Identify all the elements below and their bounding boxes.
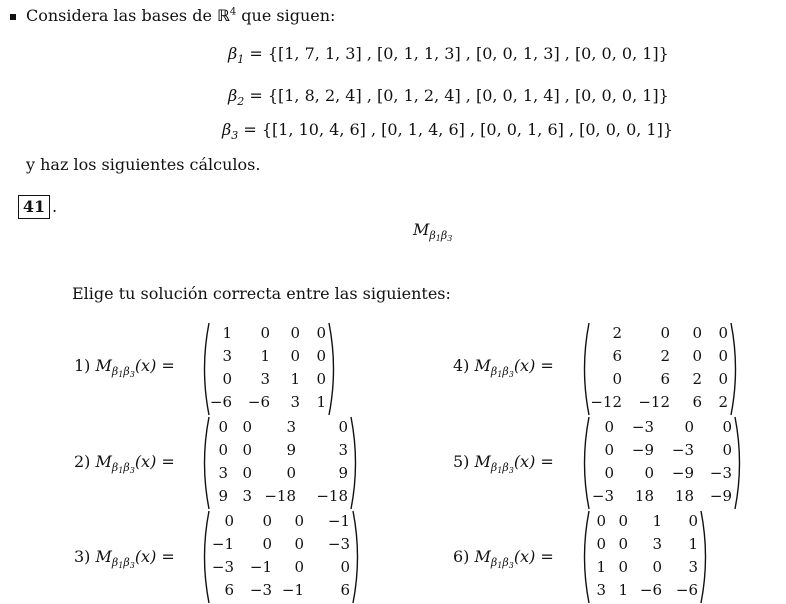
intro-space: ℝ bbox=[217, 6, 230, 25]
option-4-arg: (x) = bbox=[513, 356, 554, 375]
matrix-cell: 0 bbox=[286, 464, 296, 482]
option-4-number: 4) bbox=[453, 356, 470, 375]
target-sub-beta-a: β bbox=[429, 229, 436, 242]
matrix-cell: −3 bbox=[249, 581, 272, 599]
matrix-cell: 0 bbox=[294, 558, 304, 576]
basis-1 bbox=[228, 44, 669, 66]
basis-3-index: 3 bbox=[231, 129, 239, 142]
basis-1-name: β bbox=[228, 44, 238, 63]
matrix-cell: 0 bbox=[242, 464, 252, 482]
matrix-cell: 0 bbox=[652, 558, 662, 576]
matrix-cell: −6 bbox=[247, 393, 270, 411]
matrix-cell: 3 bbox=[688, 558, 698, 576]
problem-dot: . bbox=[52, 197, 58, 216]
matrix-cell: −1 bbox=[281, 581, 304, 599]
matrix-cell: 0 bbox=[644, 464, 654, 482]
bullet-icon bbox=[10, 14, 16, 20]
matrix-cell: 0 bbox=[618, 558, 628, 576]
matrix-cell: −9 bbox=[631, 441, 654, 459]
matrix-cell: 9 bbox=[218, 487, 228, 505]
basis-1-value: = {[1, 7, 1, 3] , [0, 1, 1, 3] , [0, 0, 1, 3] , [0, 0, 0, 1]} bbox=[244, 44, 669, 63]
matrix-cell: 6 bbox=[692, 393, 702, 411]
option-2-label: 2) $M_{\beta 1\beta 3}(x)$ = bbox=[74, 452, 175, 475]
matrix-cell: −18 bbox=[316, 487, 348, 505]
matrix-cell: −3 bbox=[591, 487, 614, 505]
followup-text: y haz los siguientes cálculos. bbox=[26, 155, 261, 174]
matrix-cell: 2 bbox=[718, 393, 728, 411]
option-2-number: 2) bbox=[74, 452, 91, 471]
matrix-cell: 0 bbox=[338, 418, 348, 436]
matrix-cell: 3 bbox=[290, 393, 300, 411]
right-paren-icon bbox=[730, 322, 740, 416]
matrix-cell: 0 bbox=[604, 441, 614, 459]
option-2-M: M bbox=[95, 452, 112, 471]
option-2-arg: (x) = bbox=[134, 452, 175, 471]
matrix-cell: −12 bbox=[590, 393, 622, 411]
basis-1-index: 1 bbox=[237, 53, 245, 66]
matrix-cell: 0 bbox=[604, 464, 614, 482]
matrix-cell: 0 bbox=[218, 441, 228, 459]
option-6-M: M bbox=[474, 547, 491, 566]
intro-space-exponent: 4 bbox=[229, 6, 237, 18]
matrix-cell: 3 bbox=[652, 535, 662, 553]
matrix-cell: 3 bbox=[260, 370, 270, 388]
option-5-label: 5) $M_{\beta 1\beta 3}(x)$ = bbox=[453, 452, 554, 475]
right-paren-icon bbox=[328, 322, 338, 416]
intro-suffix: que siguen: bbox=[236, 6, 336, 25]
matrix-cell: 0 bbox=[596, 512, 606, 530]
prompt-text: Elige tu solución correcta entre las siguientes: bbox=[72, 284, 451, 303]
option-3-number: 3) bbox=[74, 547, 91, 566]
basis-2 bbox=[228, 86, 669, 108]
matrix-cell: −1 bbox=[211, 535, 234, 553]
right-paren-icon bbox=[350, 416, 360, 510]
matrix-cell: 0 bbox=[294, 535, 304, 553]
target-sub-beta-b: β bbox=[440, 229, 448, 242]
option-1-number: 1) bbox=[74, 356, 91, 375]
matrix-grid bbox=[588, 510, 698, 602]
matrix-cell: 0 bbox=[692, 324, 702, 342]
matrix-grid bbox=[208, 416, 348, 508]
matrix-cell: 0 bbox=[722, 418, 732, 436]
matrix-cell: −1 bbox=[327, 512, 350, 530]
target-expression bbox=[413, 220, 453, 243]
right-paren-icon bbox=[734, 416, 744, 510]
matrix-cell: 0 bbox=[718, 370, 728, 388]
matrix-cell: 0 bbox=[290, 347, 300, 365]
basis-2-value: = {[1, 8, 2, 4] , [0, 1, 2, 4] , [0, 0, 1, 4] , [0, 0, 0, 1]} bbox=[244, 86, 669, 105]
matrix-grid bbox=[208, 510, 350, 602]
matrix-cell: 0 bbox=[262, 512, 272, 530]
matrix-cell: 1 bbox=[688, 535, 698, 553]
matrix-cell: −3 bbox=[671, 441, 694, 459]
intro-prefix: Considera las bases de bbox=[26, 6, 217, 25]
matrix-cell: 0 bbox=[242, 418, 252, 436]
matrix-cell: 0 bbox=[596, 535, 606, 553]
matrix-cell: 9 bbox=[338, 464, 348, 482]
matrix-cell: 0 bbox=[688, 512, 698, 530]
matrix-cell: 6 bbox=[612, 347, 622, 365]
option-3-label: 3) $M_{\beta 1\beta 3}(x)$ = bbox=[74, 547, 175, 570]
matrix-cell: 9 bbox=[286, 441, 296, 459]
matrix-cell: −12 bbox=[638, 393, 670, 411]
matrix-cell: 0 bbox=[224, 512, 234, 530]
option-5-number: 5) bbox=[453, 452, 470, 471]
matrix-cell: 0 bbox=[290, 324, 300, 342]
problem-number-box bbox=[18, 195, 50, 219]
matrix-cell: 0 bbox=[242, 441, 252, 459]
option-6-number: 6) bbox=[453, 547, 470, 566]
matrix-cell: −3 bbox=[327, 535, 350, 553]
matrix-cell: 0 bbox=[316, 347, 326, 365]
matrix-cell: 1 bbox=[652, 512, 662, 530]
target-sub-3: 3 bbox=[447, 234, 453, 243]
matrix-cell: 1 bbox=[222, 324, 232, 342]
option-1-label: 1) $M_{\beta 1\beta 3}(x)$ = bbox=[74, 356, 175, 379]
matrix-cell: −3 bbox=[709, 464, 732, 482]
matrix-cell: 0 bbox=[718, 324, 728, 342]
matrix-cell: 0 bbox=[316, 324, 326, 342]
matrix-cell: 3 bbox=[218, 464, 228, 482]
matrix-cell: 2 bbox=[692, 370, 702, 388]
matrix-cell: 0 bbox=[294, 512, 304, 530]
matrix-cell: 0 bbox=[618, 535, 628, 553]
matrix-cell: −3 bbox=[631, 418, 654, 436]
matrix-cell: 6 bbox=[340, 581, 350, 599]
option-5-arg: (x) = bbox=[513, 452, 554, 471]
option-3-arg: (x) = bbox=[134, 547, 175, 566]
basis-3 bbox=[222, 120, 674, 142]
matrix-grid bbox=[208, 322, 326, 414]
matrix-cell: 2 bbox=[612, 324, 622, 342]
matrix-cell: 3 bbox=[242, 487, 252, 505]
matrix-cell: 0 bbox=[660, 324, 670, 342]
matrix-cell: −9 bbox=[709, 487, 732, 505]
matrix-cell: 1 bbox=[316, 393, 326, 411]
matrix-cell: 18 bbox=[634, 487, 654, 505]
matrix-cell: −1 bbox=[249, 558, 272, 576]
option-6-arg: (x) = bbox=[513, 547, 554, 566]
matrix-cell: 0 bbox=[604, 418, 614, 436]
matrix-grid bbox=[588, 322, 728, 414]
matrix-cell: 3 bbox=[596, 581, 606, 599]
basis-2-name: β bbox=[228, 86, 238, 105]
matrix-cell: 0 bbox=[222, 370, 232, 388]
matrix-cell: −6 bbox=[209, 393, 232, 411]
option-1-M: M bbox=[95, 356, 112, 375]
matrix-cell: −3 bbox=[211, 558, 234, 576]
matrix-cell: 0 bbox=[612, 370, 622, 388]
matrix-cell: −9 bbox=[671, 464, 694, 482]
option-4-M: M bbox=[474, 356, 491, 375]
matrix-cell: 0 bbox=[316, 370, 326, 388]
matrix-cell: 6 bbox=[660, 370, 670, 388]
matrix-cell: 3 bbox=[286, 418, 296, 436]
matrix-cell: 3 bbox=[222, 347, 232, 365]
matrix-cell: 0 bbox=[218, 418, 228, 436]
matrix-cell: 2 bbox=[660, 347, 670, 365]
option-1-arg: (x) = bbox=[134, 356, 175, 375]
matrix-cell: −6 bbox=[675, 581, 698, 599]
problem-number: 41 bbox=[22, 197, 46, 216]
matrix-cell: 0 bbox=[718, 347, 728, 365]
matrix-cell: 18 bbox=[674, 487, 694, 505]
matrix-cell: 3 bbox=[338, 441, 348, 459]
option-3-M: M bbox=[95, 547, 112, 566]
matrix-cell: 0 bbox=[262, 535, 272, 553]
right-paren-icon bbox=[700, 510, 710, 604]
matrix-cell: 1 bbox=[290, 370, 300, 388]
matrix-cell: −18 bbox=[264, 487, 296, 505]
option-5-M: M bbox=[474, 452, 491, 471]
intro-line bbox=[26, 6, 335, 25]
matrix-cell: 1 bbox=[618, 581, 628, 599]
target-M: M bbox=[413, 220, 430, 239]
matrix-cell: 1 bbox=[596, 558, 606, 576]
right-paren-icon bbox=[352, 510, 362, 604]
basis-3-value: = {[1, 10, 4, 6] , [0, 1, 4, 6] , [0, 0, 1, 6] , [0, 0, 0, 1]} bbox=[238, 120, 674, 139]
matrix-cell: 0 bbox=[684, 418, 694, 436]
matrix-cell: 0 bbox=[260, 324, 270, 342]
matrix-cell: 0 bbox=[618, 512, 628, 530]
target-sub-1: 1 bbox=[435, 234, 441, 243]
matrix-cell: 0 bbox=[722, 441, 732, 459]
matrix-cell: 6 bbox=[224, 581, 234, 599]
matrix-cell: 0 bbox=[692, 347, 702, 365]
basis-3-name: β bbox=[222, 120, 232, 139]
matrix-grid bbox=[588, 416, 732, 508]
option-4-label: 4) $M_{\beta 1\beta 3}(x)$ = bbox=[453, 356, 554, 379]
matrix-cell: −6 bbox=[639, 581, 662, 599]
option-6-label: 6) $M_{\beta 1\beta 3}(x)$ = bbox=[453, 547, 554, 570]
basis-2-index: 2 bbox=[237, 95, 245, 108]
matrix-cell: 1 bbox=[260, 347, 270, 365]
matrix-cell: 0 bbox=[340, 558, 350, 576]
